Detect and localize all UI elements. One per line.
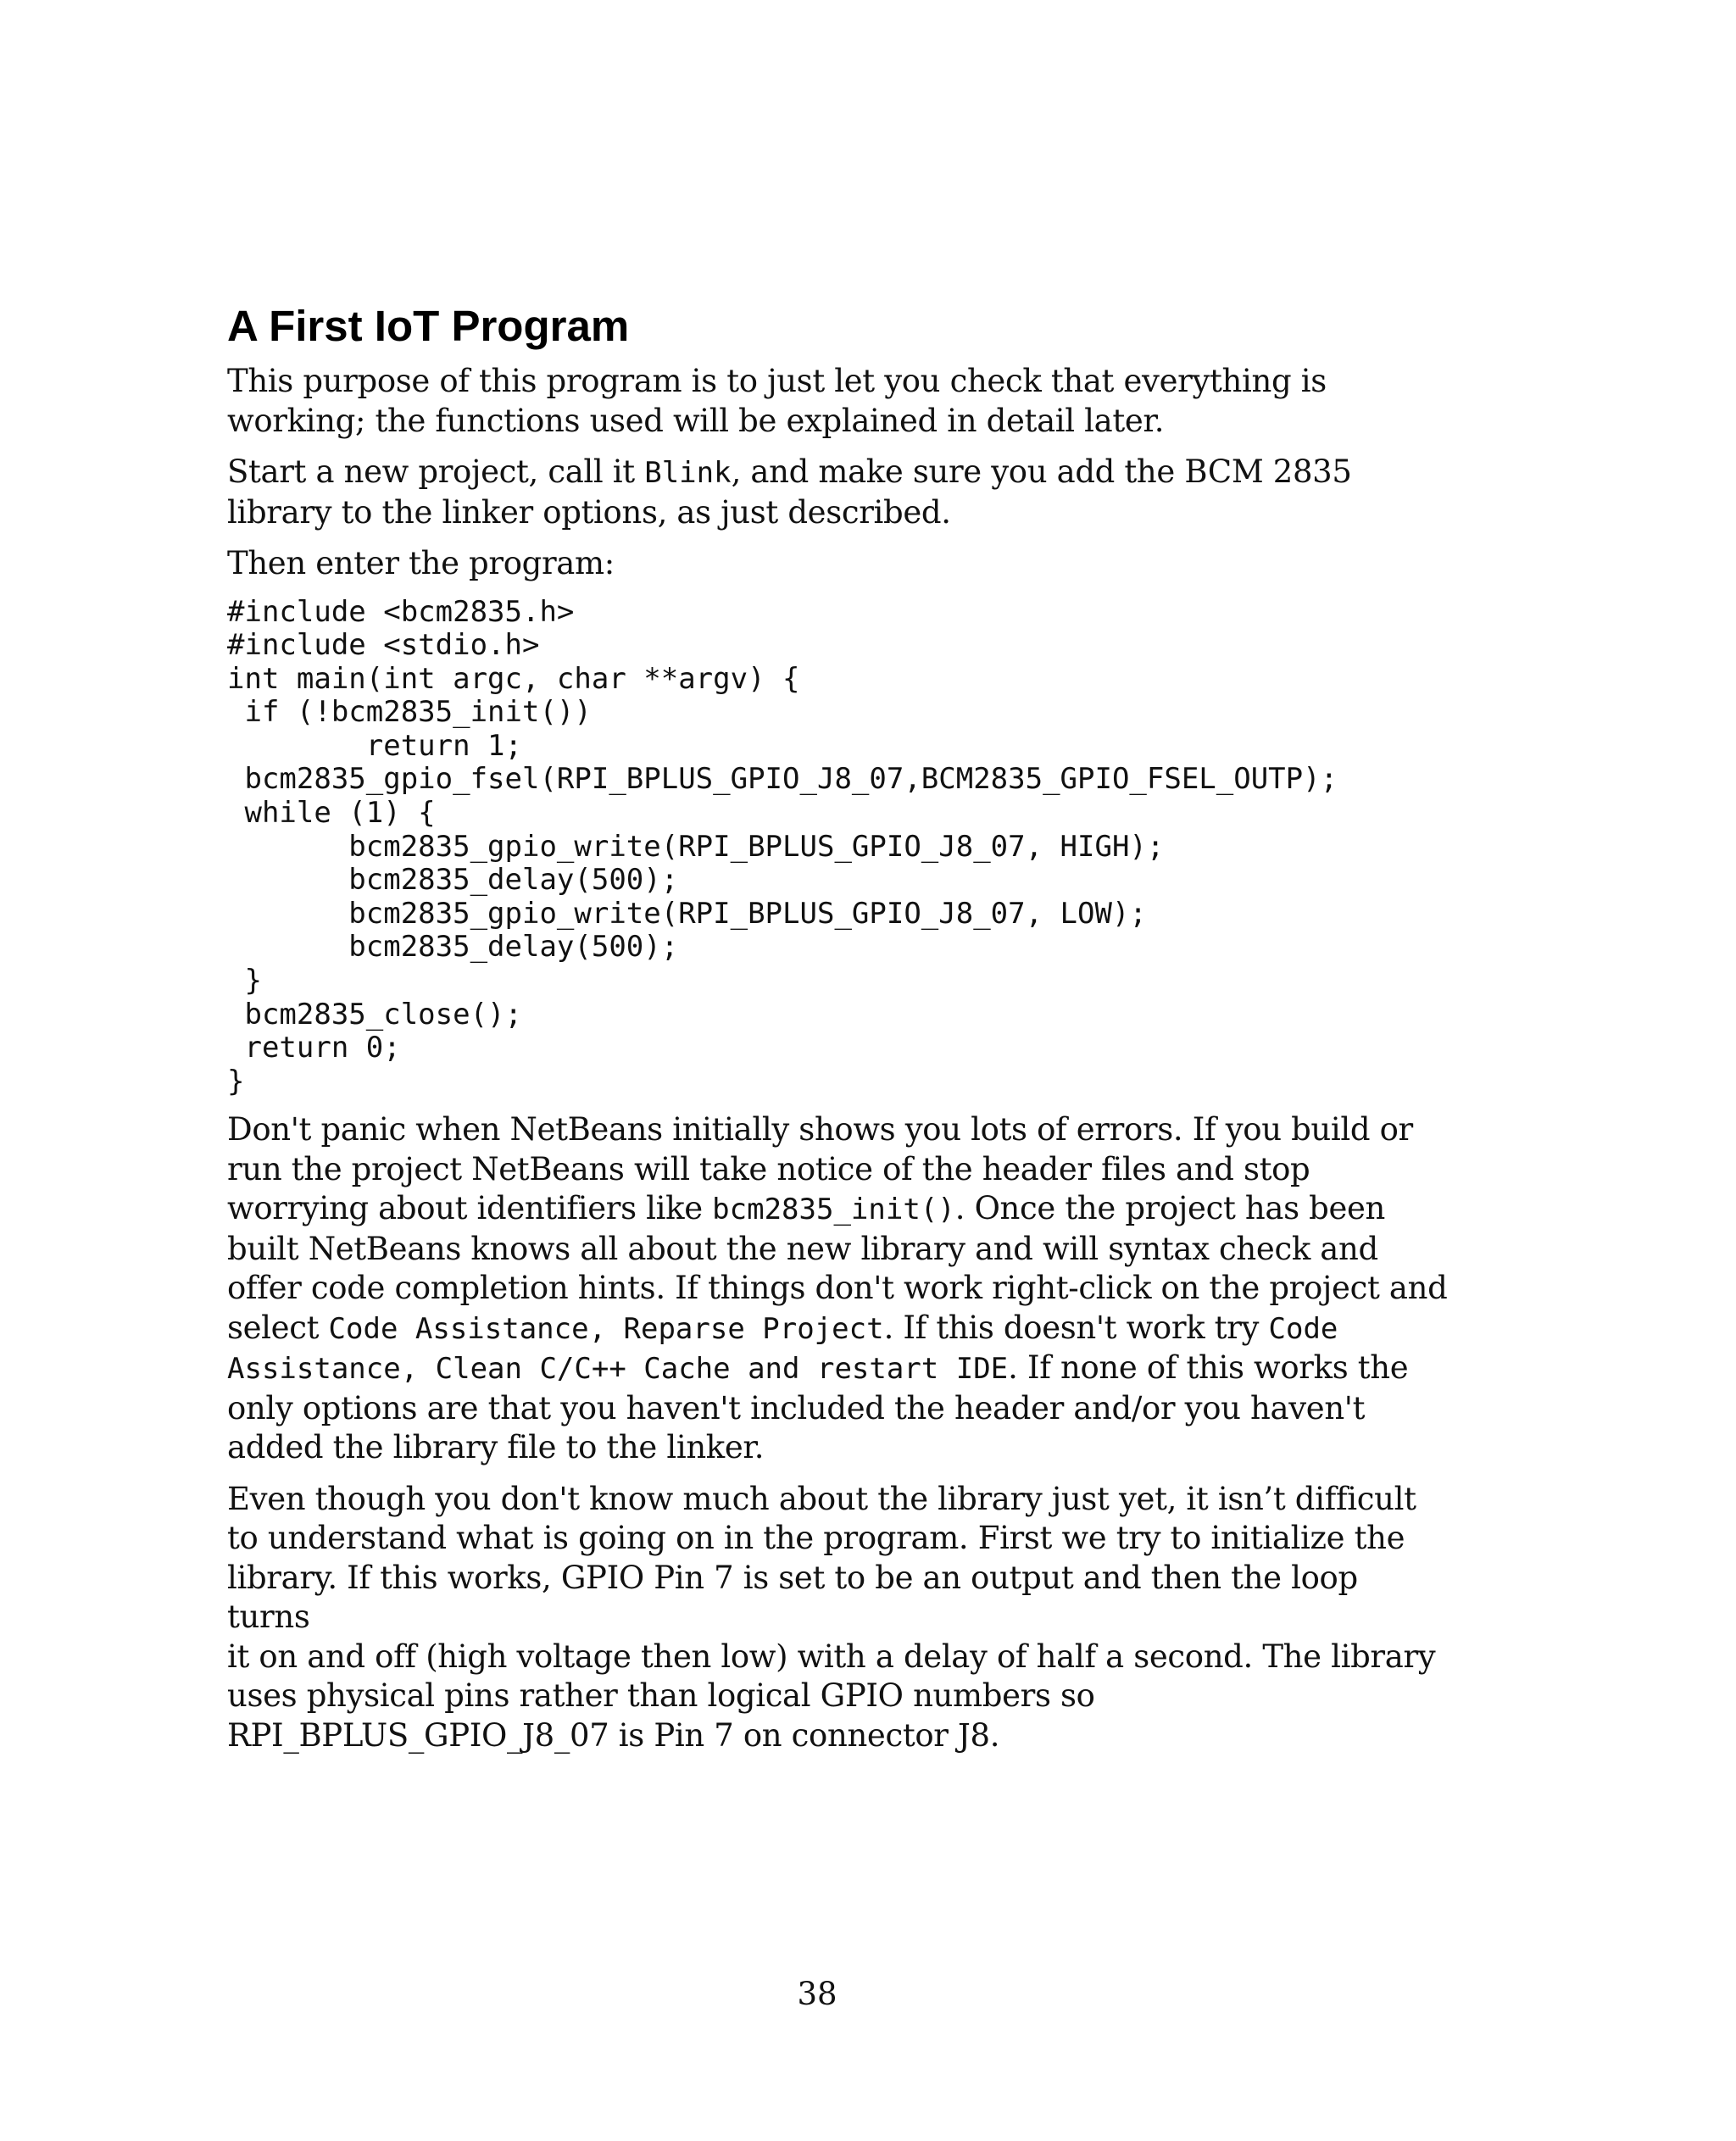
text-run: Don't panic when NetBeans initially shows you lots of errors. If you build or run the project NetBeans will take notice of the header files and stop worrying about identifiers like <box>227 1111 1413 1227</box>
code-listing: #include <bcm2835.h> #include <stdio.h> int main(int argc, char **argv) { if (!bcm2835_init()) return 1; bcm2835_gpio_fsel(RPI_BPLUS_GPIO_J8_07,BCM2835_GPIO_FSEL_OUTP); while (1) { bcm2835_gpio_write(RPI_BPLUS_GPIO_J8_07, HIGH); bcm2835_delay(500); bcm2835_gpio_write(RPI_BPLUS_GPIO_J8_07, LOW); bcm2835_delay(500); } bcm2835_close(); return 0; } <box>227 594 1338 1098</box>
page-number: 38 <box>797 1976 837 2012</box>
text-run: . Once the project has been built NetBeans knows all about the new library and will syntax check and offer code completion hints. If things don't work right-click on the project and select <box>227 1190 1448 1346</box>
inline-code-clean-cache: Code Assistance, Clean C/C++ Cache and restart IDE <box>227 1311 1338 1387</box>
text-run: . If none of this works the only options are that you haven't included the header and/or you haven't added the library file to the linker. <box>227 1349 1409 1466</box>
inline-code-init: bcm2835_init() <box>712 1193 955 1227</box>
text-run: . If this doesn't work try <box>883 1309 1269 1346</box>
netbeans-paragraph <box>227 1110 1448 1468</box>
inline-code-reparse: Code Assistance, Reparse Project <box>328 1311 884 1346</box>
project-setup-paragraph <box>227 453 1448 532</box>
text-run: Start a new project, call it <box>227 453 645 490</box>
explanation-paragraph: Even though you don't know much about the library just yet, it isn’t difficult to understand what is going on in the program. First we try to initialize the library. If this works, GPIO Pin 7 is set to be an output and then the loop turns it on and off (high voltage then low) with a delay of half a second. The library uses physical pins rather than logical GPIO numbers so RPI_BPLUS_GPIO_J8_07 is Pin 7 on connector J8. <box>227 1480 1436 1754</box>
text-run: , and make sure you add the BCM 2835 library to the linker options, as just described. <box>227 453 1352 531</box>
enter-program-paragraph: Then enter the program: <box>227 545 615 581</box>
intro-paragraph: This purpose of this program is to just let you check that everything is working; the functions used will be explained in detail later. <box>227 363 1327 439</box>
inline-code-blink: Blink <box>644 456 732 490</box>
page-content <box>227 301 1448 1767</box>
section-heading: A First IoT Program <box>227 302 630 350</box>
